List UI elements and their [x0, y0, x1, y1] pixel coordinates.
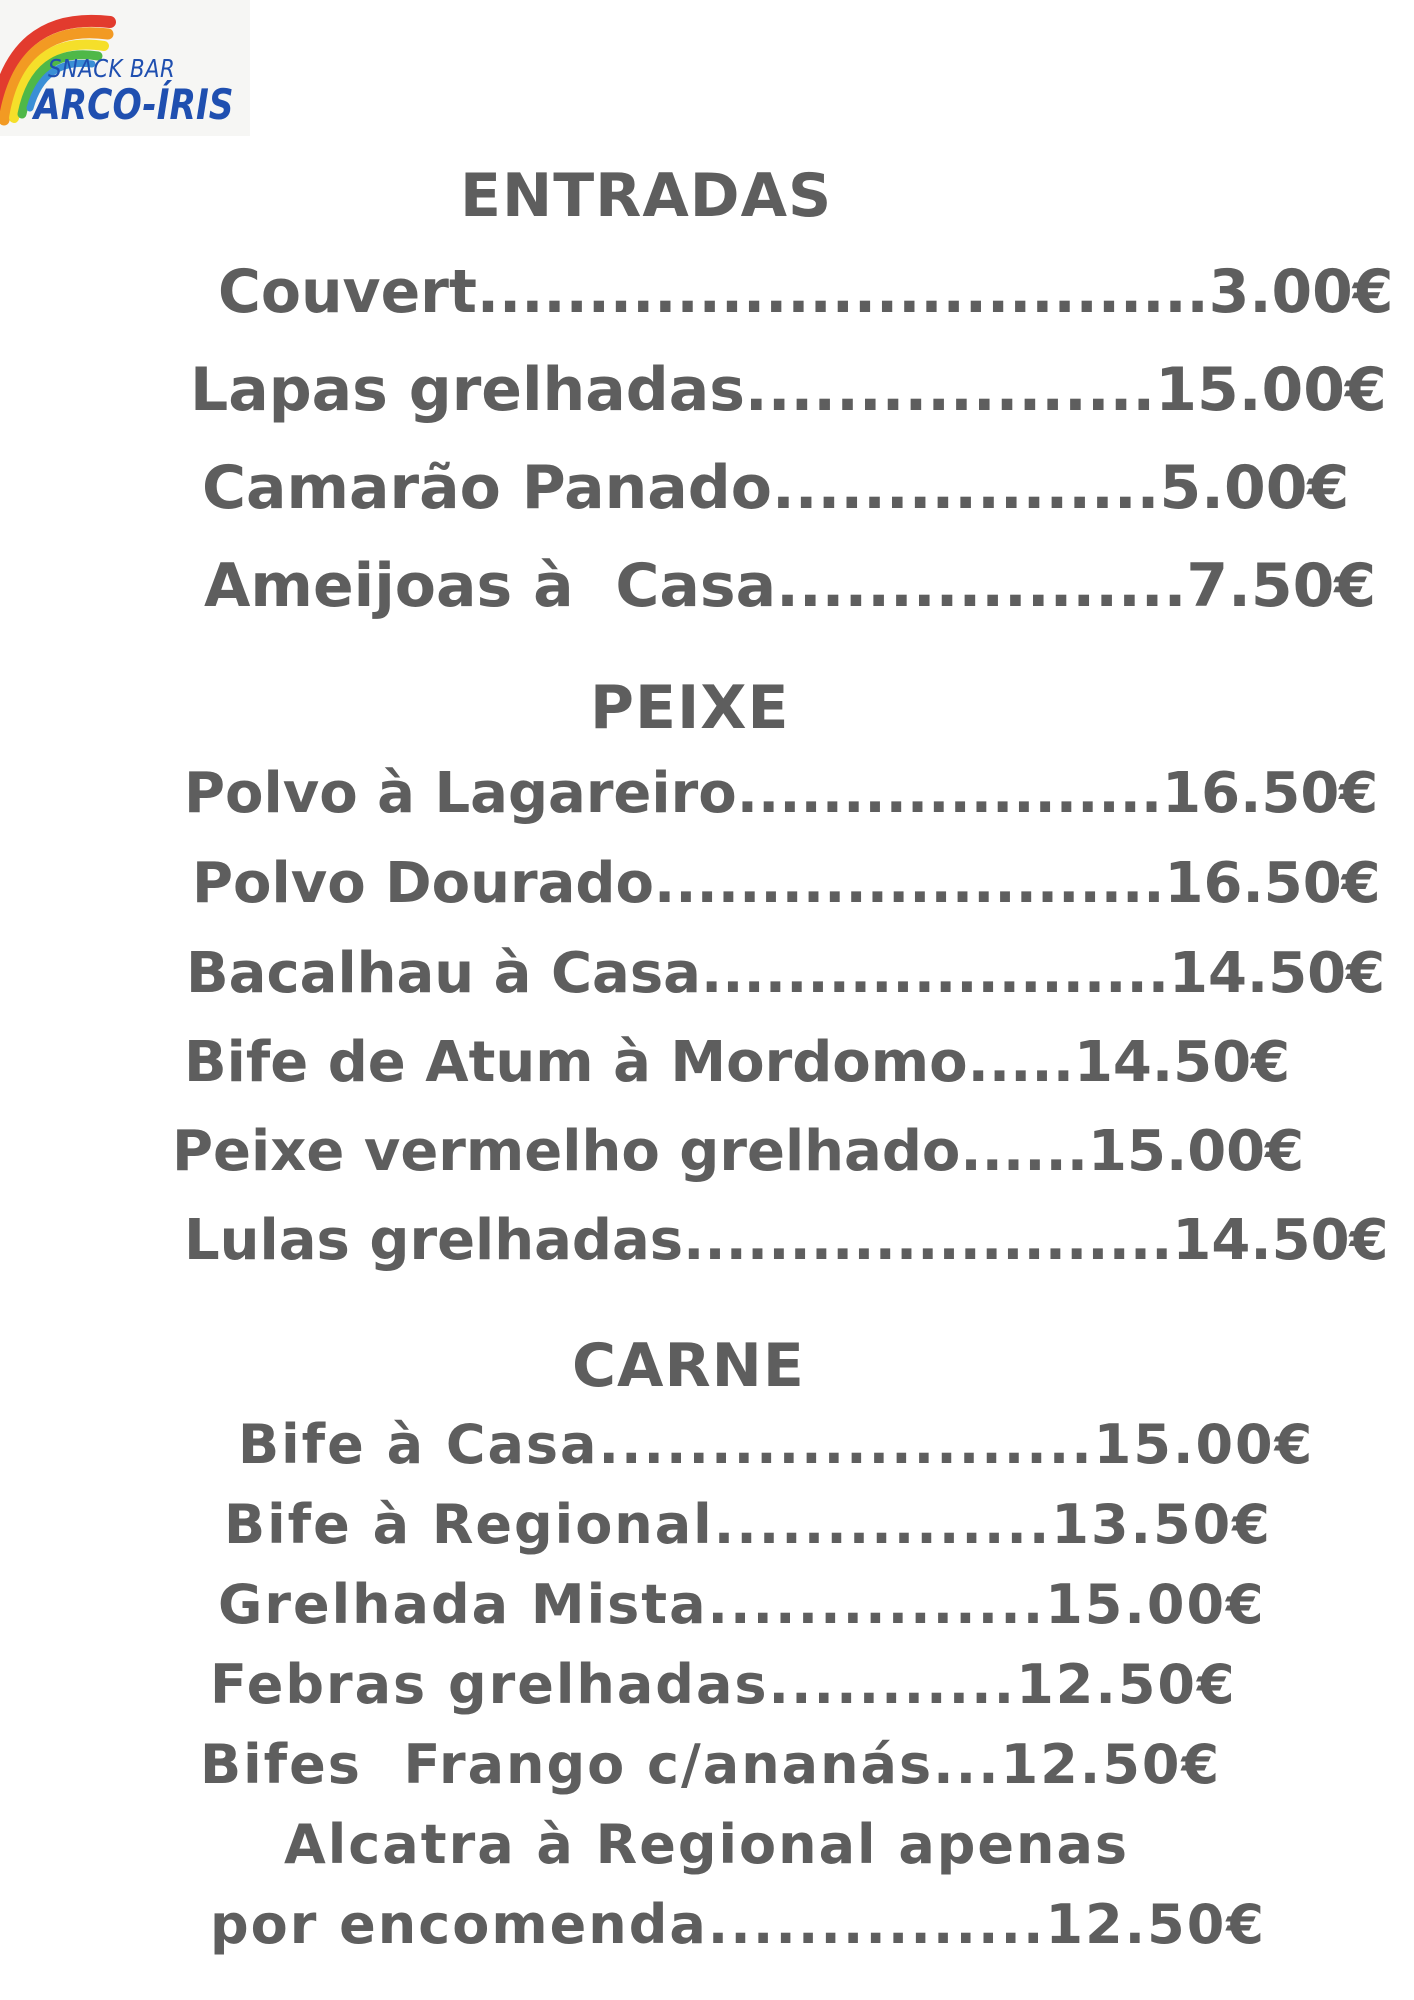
item-dots: ...............	[713, 1493, 1052, 1556]
item-price: 3.00€	[1208, 257, 1394, 327]
item-name: por encomenda	[210, 1893, 708, 1956]
menu-item	[210, 1893, 1266, 1956]
item-name: Lapas grelhadas	[190, 355, 745, 425]
item-price: 15.00€	[1155, 355, 1387, 425]
item-price: 14.50€	[1172, 1208, 1389, 1273]
logo	[0, 0, 250, 136]
item-price: 12.50€	[1016, 1653, 1237, 1716]
item-dots: ...............	[707, 1893, 1046, 1956]
item-name: Polvo à Lagareiro	[184, 761, 737, 826]
section-title-entradas: ENTRADAS	[460, 161, 833, 231]
menu-item	[172, 1119, 1305, 1184]
item-name: Febras grelhadas	[210, 1653, 769, 1716]
item-dots: ......................	[598, 1413, 1094, 1476]
item-name: Grelhada Mista	[218, 1573, 708, 1636]
item-price: 13.50€	[1051, 1493, 1272, 1556]
item-price: 5.00€	[1159, 453, 1350, 523]
item-dots: .................	[771, 453, 1160, 523]
item-name: Peixe vermelho grelhado	[172, 1119, 961, 1184]
item-price: 15.00€	[1093, 1413, 1315, 1476]
item-name: Couvert	[218, 257, 477, 327]
menu-item	[202, 453, 1350, 523]
logo-arco-iris: ARCO-ÍRIS	[34, 80, 234, 129]
item-dots: .................................	[476, 257, 1209, 327]
menu-item-note	[284, 1813, 1130, 1876]
item-price: 12.50€	[1045, 1893, 1266, 1956]
item-price: 14.50€	[1168, 941, 1386, 1006]
menu-item	[190, 355, 1387, 425]
menu-item	[184, 1208, 1389, 1273]
section-title-peixe: PEIXE	[590, 673, 790, 743]
item-price: 16.50€	[1162, 761, 1379, 826]
menu-item	[192, 851, 1381, 916]
menu-item	[204, 551, 1377, 621]
item-price: 15.00€	[1088, 1119, 1305, 1184]
item-dots: ...	[933, 1733, 1001, 1796]
menu-item	[200, 1733, 1222, 1796]
menu-item	[238, 1413, 1315, 1476]
menu-item	[186, 941, 1386, 1006]
item-dots: ......................	[700, 941, 1169, 1006]
item-dots: ....................	[736, 761, 1163, 826]
item-name: Polvo Dourado	[192, 851, 654, 916]
item-name: Bacalhau à Casa	[186, 941, 701, 1006]
item-name: Bife de Atum à Mordomo	[184, 1030, 968, 1095]
item-dots: ...............	[707, 1573, 1046, 1636]
item-price: 15.00€	[1045, 1573, 1266, 1636]
item-name: Bife à Casa	[238, 1413, 599, 1476]
item-name: Bife à Regional	[224, 1493, 714, 1556]
menu-item	[218, 257, 1394, 327]
item-name: Alcatra à Regional apenas	[284, 1813, 1130, 1876]
item-dots: ........................	[653, 851, 1165, 916]
menu-item	[184, 761, 1379, 826]
item-price: 16.50€	[1164, 851, 1381, 916]
item-name: Lulas grelhadas	[184, 1208, 684, 1273]
section-title-carne: CARNE	[572, 1331, 805, 1401]
item-dots: ..................	[776, 551, 1187, 621]
item-price: 14.50€	[1073, 1030, 1291, 1095]
item-dots: .....	[967, 1030, 1074, 1095]
item-dots: ...........	[768, 1653, 1017, 1716]
item-price: 7.50€	[1186, 551, 1377, 621]
logo-snack-bar: SNACK BAR	[48, 54, 176, 83]
item-price: 12.50€	[1000, 1733, 1222, 1796]
item-name: Camarão Panado	[202, 453, 772, 523]
item-dots: ..................	[744, 355, 1156, 425]
item-dots: ......	[960, 1119, 1089, 1184]
menu-item	[184, 1030, 1291, 1095]
menu-item	[224, 1493, 1272, 1556]
item-dots: .......................	[683, 1208, 1173, 1273]
item-name: Ameijoas à Casa	[204, 551, 777, 621]
item-name: Bifes Frango c/ananás	[200, 1733, 934, 1796]
menu-item	[210, 1653, 1237, 1716]
menu-item	[218, 1573, 1266, 1636]
